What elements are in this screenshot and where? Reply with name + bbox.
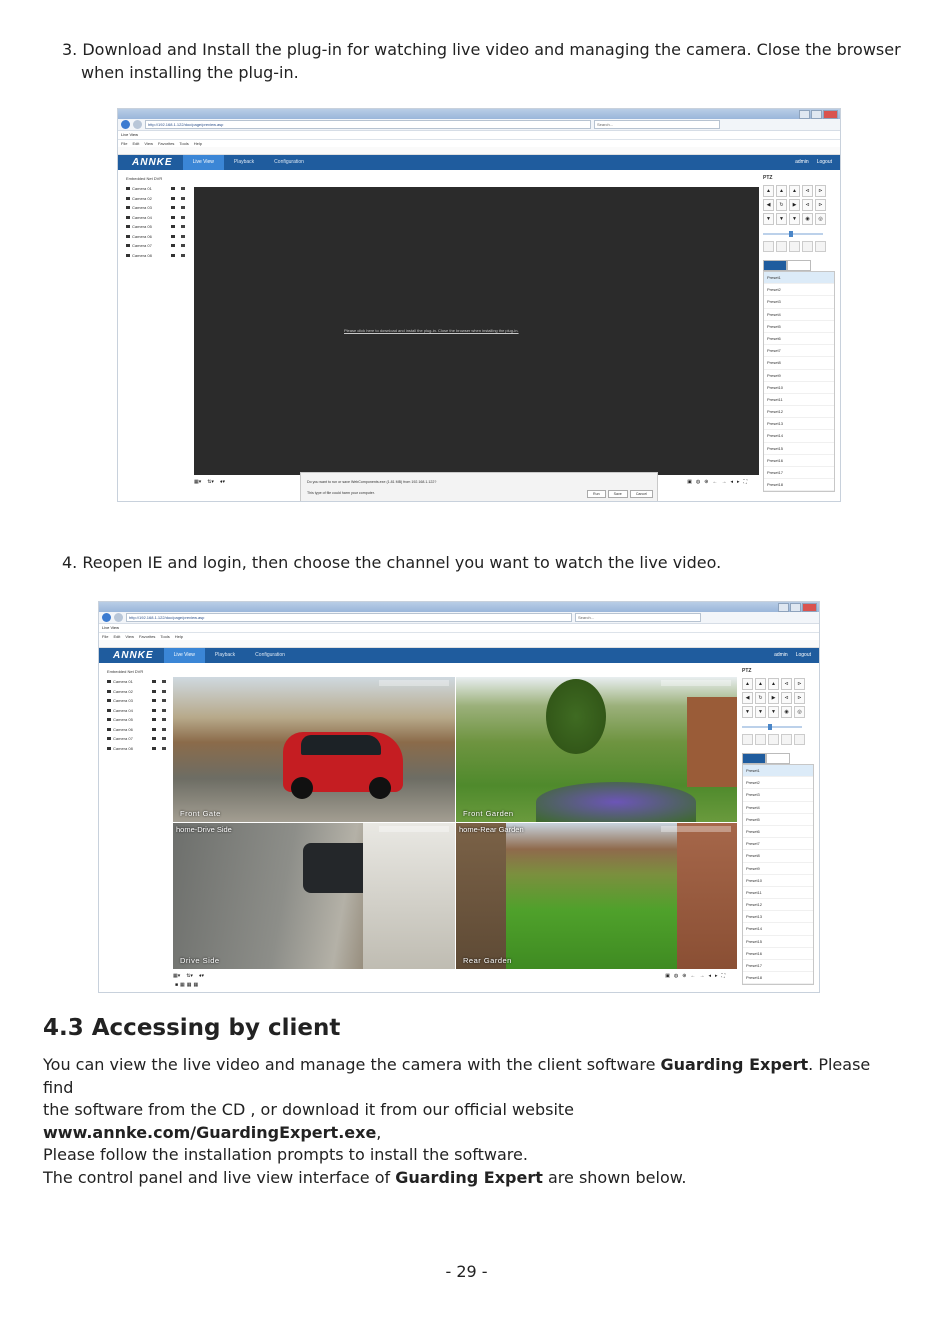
menu-help[interactable]: Help [193, 141, 202, 146]
camera-icon [126, 216, 130, 219]
section-body [43, 1054, 903, 1189]
channel-list [118, 173, 193, 260]
maximize-icon[interactable] [790, 603, 801, 612]
browser-menu [99, 633, 819, 640]
timestamp-osd [661, 826, 731, 832]
logout-link[interactable]: Logout [816, 159, 832, 165]
list-item[interactable]: Preset10 [743, 875, 813, 887]
record-icon[interactable] [152, 709, 166, 712]
list-item[interactable]: Preset15 [764, 443, 834, 455]
list-item[interactable]: Preset3 [764, 296, 834, 308]
camera-icon [107, 737, 111, 740]
record-icon[interactable] [171, 197, 185, 200]
list-item[interactable]: Preset4 [743, 802, 813, 814]
ptz-auto[interactable]: ↻ [755, 692, 766, 704]
list-item[interactable]: Preset17 [743, 960, 813, 972]
ptz-down-right[interactable]: ▼ [768, 706, 779, 718]
section-heading: 4.3 Accessing by client [43, 1015, 341, 1041]
focus-icon[interactable] [768, 734, 779, 745]
tab-live-view[interactable]: Live View [183, 155, 224, 170]
channel-item[interactable]: Camera 03 [118, 203, 193, 213]
search-input[interactable]: Search... [594, 120, 720, 129]
light-icon[interactable] [763, 241, 774, 252]
record-icon[interactable] [152, 728, 166, 731]
screenshot-plugin-download [117, 108, 841, 502]
list-item[interactable]: Preset15 [743, 936, 813, 948]
camera-icon [126, 244, 130, 247]
user-name: admin [774, 652, 788, 658]
record-icon[interactable] [171, 225, 185, 228]
browser-menu [118, 140, 840, 147]
device-root[interactable]: Embedded Net DVR [107, 669, 144, 674]
video-area[interactable] [194, 187, 759, 475]
channel-item[interactable]: Camera 06 [118, 232, 193, 242]
wiper-icon[interactable] [776, 241, 787, 252]
list-item[interactable]: Preset3 [743, 789, 813, 801]
dialog-question: Do you want to run or save WebComponents.exe (1.81 MB) from 192.168.1.122? [307, 480, 437, 484]
camera-icon [107, 690, 111, 693]
menu-file[interactable]: File [121, 141, 128, 146]
channel-item[interactable]: Camera 05 [118, 222, 193, 232]
window-titlebar [118, 109, 840, 119]
forward-icon[interactable] [114, 613, 123, 622]
ptz-up-right[interactable]: ▲ [768, 678, 779, 690]
list-item[interactable]: Preset10 [764, 382, 834, 394]
menu-tools[interactable]: Tools [160, 634, 170, 639]
browser-tab[interactable]: Live View [99, 624, 819, 633]
download-dialog [300, 472, 658, 502]
body-line3: Please follow the installation prompts to install the software. [43, 1145, 528, 1164]
record-icon[interactable] [171, 244, 185, 247]
mic-icon[interactable]: ♦▾ [198, 973, 204, 979]
list-item[interactable]: Preset2 [743, 777, 813, 789]
timestamp-osd [379, 826, 449, 832]
address-input[interactable]: http://192.168.1.122/doc/page/preview.asp [126, 613, 572, 622]
iris-open[interactable]: ◎ [794, 706, 805, 718]
list-item[interactable]: Preset1 [743, 765, 813, 777]
camera-label: Drive Side [180, 956, 220, 965]
patrol-tab[interactable] [787, 260, 811, 271]
camera-icon [107, 680, 111, 683]
zoom-out[interactable]: ⊲ [781, 678, 792, 690]
run-button[interactable]: Run [587, 490, 606, 498]
app-navbar [118, 155, 840, 170]
step3-instruction [62, 38, 902, 84]
body-line2: the software from the CD , or download it from our official website www.annke.com/GuardingExpert.exe, [43, 1100, 574, 1142]
camera-label: Rear Garden [463, 956, 512, 965]
list-item[interactable]: Preset5 [764, 321, 834, 333]
ptz-right[interactable]: ▶ [768, 692, 779, 704]
focus-icon[interactable] [789, 241, 800, 252]
camera-icon [126, 197, 130, 200]
list-item[interactable]: Preset16 [764, 455, 834, 467]
zoom-out[interactable]: ⊲ [802, 185, 813, 197]
address-input[interactable]: http://192.168.1.122/doc/page/preview.asp [145, 120, 591, 129]
preset-tab[interactable] [763, 260, 787, 271]
ptz-controls [742, 678, 814, 718]
live-view-content [118, 173, 840, 501]
user-name: admin [795, 159, 809, 165]
split-layout-icon[interactable]: ■▦▦▦ [175, 982, 201, 988]
list-item[interactable]: Preset8 [764, 357, 834, 369]
ptz-down-right[interactable]: ▼ [789, 213, 800, 225]
tab-configuration[interactable]: Configuration [274, 159, 304, 165]
channel-item[interactable]: Camera 05 [99, 715, 174, 725]
video-controls-icon[interactable]: ▣◍⊕←→◂▸⛶ [687, 479, 751, 485]
iris-open[interactable]: ◎ [815, 213, 826, 225]
list-item[interactable]: Preset11 [743, 887, 813, 899]
camera-icon [126, 235, 130, 238]
list-item[interactable]: Preset16 [743, 948, 813, 960]
menu-favorites[interactable]: Favorites [138, 634, 156, 639]
ptz-right[interactable]: ▶ [789, 199, 800, 211]
list-item[interactable]: Preset13 [764, 418, 834, 430]
close-icon[interactable] [802, 603, 817, 612]
camera-icon [107, 728, 111, 731]
minimize-icon[interactable] [799, 110, 810, 119]
camera-label: Front Garden [463, 809, 514, 818]
focus-far[interactable]: ⊳ [794, 692, 805, 704]
list-item[interactable]: Preset2 [764, 284, 834, 296]
menu-icon[interactable] [802, 241, 813, 252]
list-item[interactable]: Preset1 [764, 272, 834, 284]
lens-icon[interactable] [815, 241, 826, 252]
ptz-title: PTZ [763, 175, 773, 181]
ptz-panel [742, 666, 814, 985]
ptz-down[interactable]: ▼ [776, 213, 787, 225]
software-name: Guarding Expert [660, 1055, 809, 1074]
list-item[interactable]: Preset8 [743, 850, 813, 862]
mic-icon[interactable]: ♦▾ [219, 479, 225, 485]
camera-icon [126, 254, 130, 257]
menu-help[interactable]: Help [174, 634, 183, 639]
body-line4: The control panel and live view interface of Guarding Expert are shown below. [43, 1167, 687, 1187]
preset-list [763, 271, 835, 492]
zoom-in[interactable]: ⊳ [815, 185, 826, 197]
address-bar [99, 612, 819, 624]
channel-item[interactable]: Camera 07 [99, 734, 174, 744]
menu-view[interactable]: View [125, 634, 134, 639]
camera-icon [107, 699, 111, 702]
camera-tile-rear-garden[interactable] [456, 823, 737, 969]
video-controls-icon[interactable]: ▣◍⊕←→◂▸⛶ [665, 973, 729, 979]
list-item[interactable]: Preset17 [764, 467, 834, 479]
ptz-left[interactable]: ◀ [742, 692, 753, 704]
back-icon[interactable] [102, 613, 111, 622]
list-item[interactable]: Preset14 [764, 430, 834, 442]
list-item[interactable]: Preset12 [764, 406, 834, 418]
record-icon[interactable] [171, 206, 185, 209]
wiper-icon[interactable] [755, 734, 766, 745]
software-name: Guarding Expert [395, 1167, 543, 1187]
ptz-up-left[interactable]: ▲ [763, 185, 774, 197]
record-icon[interactable] [152, 690, 166, 693]
record-icon[interactable] [152, 747, 166, 750]
channel-item[interactable]: Camera 04 [118, 213, 193, 223]
logout-link[interactable]: Logout [795, 652, 811, 658]
page-number: - 29 - [445, 1262, 488, 1281]
address-bar [118, 119, 840, 131]
focus-near[interactable]: ⊲ [781, 692, 792, 704]
list-item[interactable]: Preset4 [764, 309, 834, 321]
step3-line1: 3. Download and Install the plug-in for watching live video and managing the camera. Close the browser [62, 40, 901, 59]
ptz-panel [763, 173, 835, 492]
channel-item[interactable]: Camera 04 [99, 706, 174, 716]
list-item[interactable]: Preset9 [764, 370, 834, 382]
channel-item[interactable]: Camera 06 [99, 725, 174, 735]
body-line1: You can view the live video and manage the camera with the client software Guarding Expert. Please find [43, 1055, 871, 1097]
channel-item[interactable]: Camera 08 [99, 744, 174, 754]
stream-icon[interactable]: ⇅▾ [186, 973, 193, 979]
lens-icon[interactable] [794, 734, 805, 745]
list-item[interactable]: Preset18 [764, 479, 834, 491]
record-icon[interactable] [152, 699, 166, 702]
ptz-up-left[interactable]: ▲ [742, 678, 753, 690]
menu-file[interactable]: File [102, 634, 109, 639]
step4-instruction: 4. Reopen IE and login, then choose the channel you want to watch the live video. [62, 553, 722, 572]
list-item[interactable]: Preset9 [743, 863, 813, 875]
camera-icon [126, 206, 130, 209]
menu-icon[interactable] [781, 734, 792, 745]
tab-playback[interactable]: Playback [233, 159, 255, 165]
channel-item[interactable]: Camera 02 [99, 687, 174, 697]
ptz-down-left[interactable]: ▼ [742, 706, 753, 718]
tab-playback[interactable]: Playback [214, 652, 236, 658]
preset-tab[interactable] [742, 753, 766, 764]
camera-label-top: home-Rear Garden [459, 825, 524, 834]
channel-item[interactable]: Camera 01 [99, 677, 174, 687]
ptz-up-right[interactable]: ▲ [789, 185, 800, 197]
list-item[interactable]: Preset7 [743, 838, 813, 850]
timestamp-osd [661, 680, 731, 686]
channel-item[interactable]: Camera 01 [118, 184, 193, 194]
patrol-tab[interactable] [766, 753, 790, 764]
menu-view[interactable]: View [144, 141, 153, 146]
search-input[interactable]: Search... [575, 613, 701, 622]
record-icon[interactable] [152, 680, 166, 683]
zoom-in[interactable]: ⊳ [794, 678, 805, 690]
record-icon[interactable] [152, 737, 166, 740]
download-url: www.annke.com/GuardingExpert.exe [43, 1122, 377, 1142]
menu-tools[interactable]: Tools [179, 141, 189, 146]
save-button[interactable]: Save [608, 490, 628, 498]
live-view-content [99, 666, 819, 992]
camera-tile-drive-side[interactable] [173, 823, 455, 969]
menu-edit[interactable]: Edit [132, 141, 140, 146]
channel-item[interactable]: Camera 07 [118, 241, 193, 251]
browser-tab[interactable]: Live View [118, 131, 840, 140]
favorites-bar [118, 147, 840, 155]
channel-item[interactable]: Camera 02 [118, 194, 193, 204]
step3-line2: when installing the plug-in. [81, 63, 299, 82]
maximize-icon[interactable] [811, 110, 822, 119]
preset-list [742, 764, 814, 985]
ptz-controls [763, 185, 835, 225]
device-root[interactable]: Embedded Net DVR [126, 176, 163, 181]
list-item[interactable]: Preset18 [743, 972, 813, 984]
list-item[interactable]: Preset13 [743, 911, 813, 923]
layout-icon[interactable]: ▦▾ [173, 973, 181, 979]
forward-icon[interactable] [133, 120, 142, 129]
channel-list [99, 666, 174, 753]
light-icon[interactable] [742, 734, 753, 745]
dialog-warning: This type of file could harm your computer. [307, 491, 375, 495]
camera-tile-front-gate[interactable] [173, 677, 455, 822]
record-icon[interactable] [171, 235, 185, 238]
record-icon[interactable] [171, 187, 185, 190]
record-icon[interactable] [152, 718, 166, 721]
stream-icon[interactable]: ⇅▾ [207, 479, 214, 485]
cancel-button[interactable]: Cancel [630, 490, 653, 498]
favorites-bar [99, 640, 819, 648]
list-item[interactable]: Preset6 [743, 826, 813, 838]
ptz-auto[interactable]: ↻ [776, 199, 787, 211]
camera-tile-front-garden[interactable] [456, 677, 737, 822]
menu-edit[interactable]: Edit [113, 634, 121, 639]
timestamp-osd [379, 680, 449, 686]
ptz-speed-slider[interactable] [763, 233, 823, 235]
list-item[interactable]: Preset7 [764, 345, 834, 357]
channel-item[interactable]: Camera 03 [99, 696, 174, 706]
ptz-up[interactable]: ▲ [776, 185, 787, 197]
camera-label: Front Gate [180, 809, 221, 818]
record-icon[interactable] [171, 254, 185, 257]
app-navbar [99, 648, 819, 663]
list-item[interactable]: Preset12 [743, 899, 813, 911]
channel-item[interactable]: Camera 08 [118, 251, 193, 261]
menu-favorites[interactable]: Favorites [157, 141, 175, 146]
window-split-toolbar [175, 980, 235, 990]
plugin-download-link[interactable]: Please click here to download and install the plug-in. Close the browser when installing the plug-in. [344, 328, 519, 333]
close-icon[interactable] [823, 110, 838, 119]
iris-close[interactable]: ◉ [802, 213, 813, 225]
camera-icon [126, 225, 130, 228]
screenshot-live-view [98, 601, 820, 993]
ptz-down-left[interactable]: ▼ [763, 213, 774, 225]
camera-icon [107, 709, 111, 712]
focus-near[interactable]: ⊲ [802, 199, 813, 211]
list-item[interactable]: Preset11 [764, 394, 834, 406]
tab-live-view[interactable]: Live View [164, 648, 205, 663]
ptz-down[interactable]: ▼ [755, 706, 766, 718]
ptz-left[interactable]: ◀ [763, 199, 774, 211]
record-icon[interactable] [171, 216, 185, 219]
ptz-title: PTZ [742, 668, 752, 674]
back-icon[interactable] [121, 120, 130, 129]
list-item[interactable]: Preset14 [743, 923, 813, 935]
video-toolbar [173, 969, 737, 983]
annke-logo: ANNKE [132, 157, 173, 168]
window-titlebar [99, 602, 819, 612]
minimize-icon[interactable] [778, 603, 789, 612]
focus-far[interactable]: ⊳ [815, 199, 826, 211]
ptz-speed-slider[interactable] [742, 726, 802, 728]
layout-icon[interactable]: ▦▾ [194, 479, 202, 485]
camera-icon [107, 718, 111, 721]
camera-label-top: home-Drive Side [176, 825, 232, 834]
camera-icon [126, 187, 130, 190]
camera-icon [107, 747, 111, 750]
ptz-up[interactable]: ▲ [755, 678, 766, 690]
tab-configuration[interactable]: Configuration [255, 652, 285, 658]
list-item[interactable]: Preset5 [743, 814, 813, 826]
annke-logo: ANNKE [113, 650, 154, 661]
iris-close[interactable]: ◉ [781, 706, 792, 718]
list-item[interactable]: Preset6 [764, 333, 834, 345]
